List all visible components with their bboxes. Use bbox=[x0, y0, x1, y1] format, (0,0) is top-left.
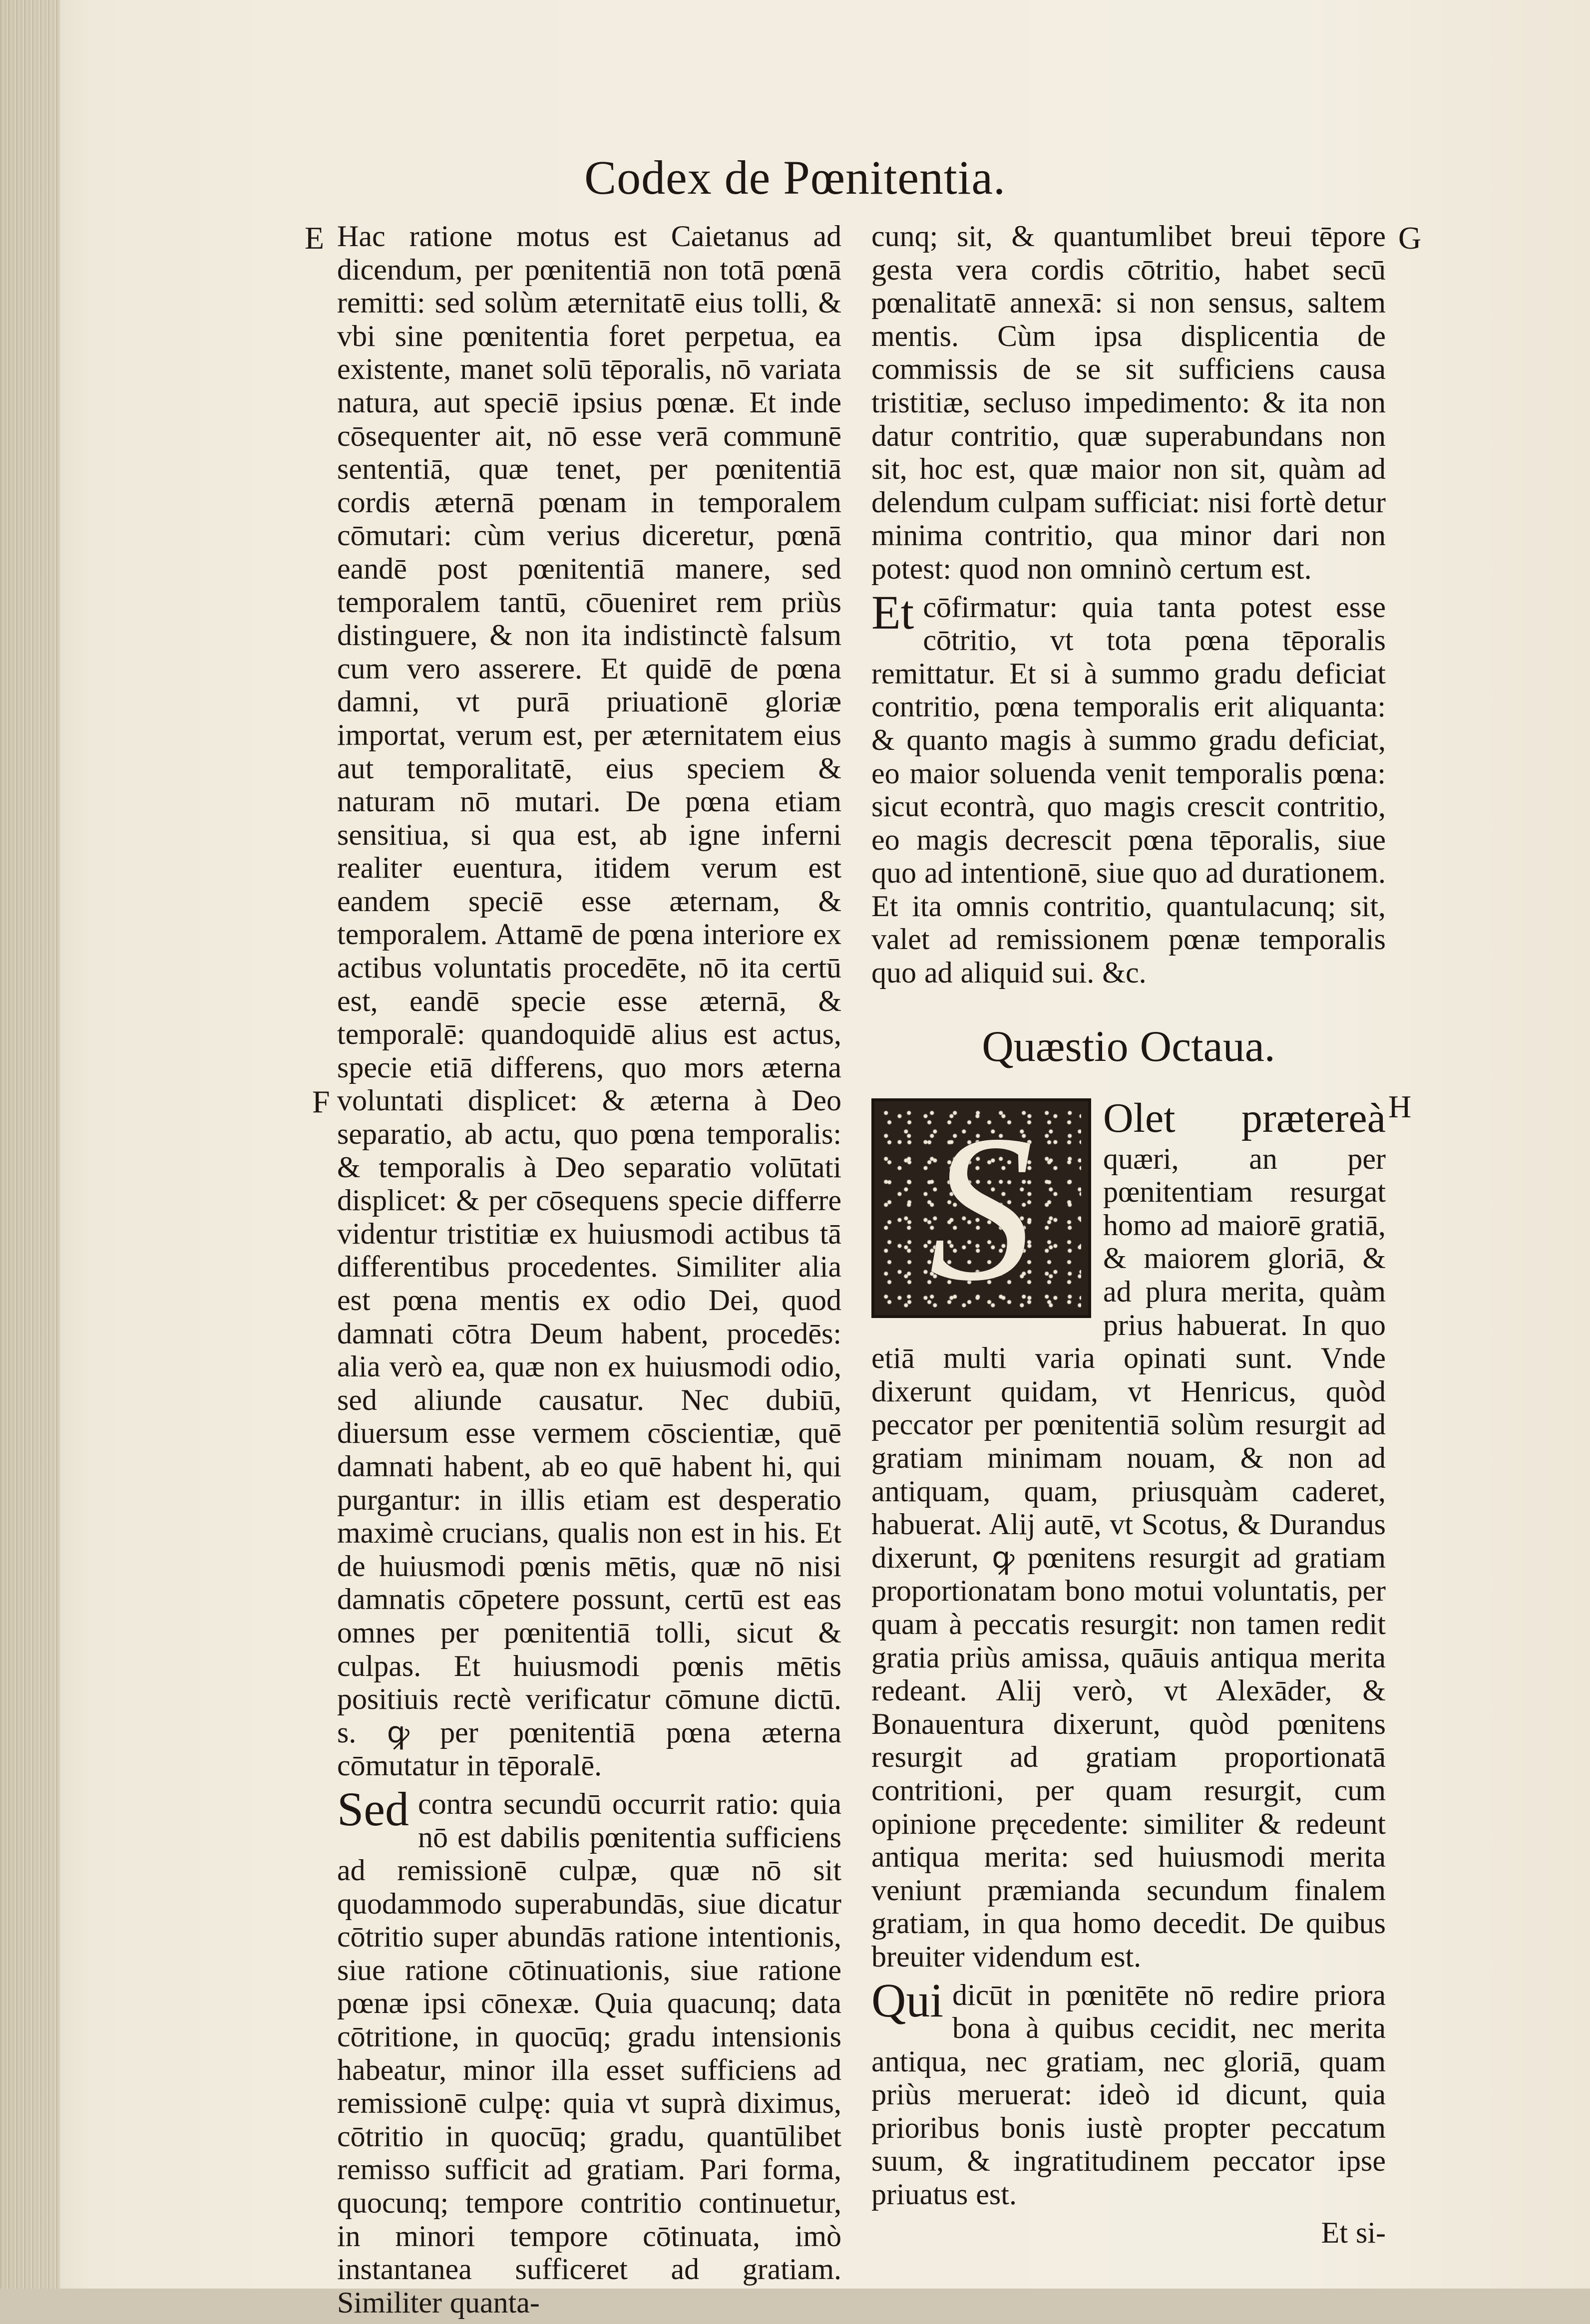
right-paragraph-2-text: cōfirmatur: quia tanta potest esse cōtritio, vt tota pœna tēporalis remittatur. Et si à summo gradu deficiat contritio, pœna temporalis erit aliquanta: & quanto magis à summo gradu deficiat, eo maior soluenda venit temporalis pœna: sicut econtrà, quo magis crescit contritio, eo magis decrescit pœna tēporalis, siue quo ad intentionē, siue quo ad durationem. Et ita omnis contritio, quantulacunq; sit, valet ad remissionem pœnæ temporalis quo ad aliquid sui. &c. bbox=[871, 590, 1386, 990]
right-paragraph-3 bbox=[871, 1091, 1386, 1974]
margin-letter-f: F bbox=[312, 1084, 330, 1119]
left-paragraph-2-text: contra secundū occurrit ratio: quia nō est dabilis pœnitentia sufficiens ad remissionē culpæ, quæ nō sit quodammodo superabundās, siue dicatur cōtritio super abundās ratione intentionis, siue ratione cōtinuationis, siue ratione pœnæ ipsi cōnexæ. Quia quacunq; data cōtritione, in quocūq; gradu intensionis habeatur, minor illa esset sufficiens ad remissionē culpę: quia vt suprà diximus, cōtritio in quocūq; gradu, quantūlibet remisso sufficit ad gratiam. Pari forma, quocunq; tempore contritio continuetur, in minori tempore cōtinuata, imò instantanea sufficeret ad gratiam. Similiter quanta- bbox=[337, 1787, 841, 2319]
left-paragraph-2 bbox=[337, 1782, 841, 2320]
right-paragraph-2-lead: Et bbox=[871, 585, 914, 639]
margin-letter-e: E bbox=[305, 220, 325, 256]
right-paragraph-4-lead: Qui bbox=[871, 1973, 943, 2027]
margin-letter-g: G bbox=[1398, 220, 1422, 256]
right-paragraph-3-text: quæri, an per pœnitentiam resurgat homo ad maiorē gratiā, & maiorem gloriā, & ad plura merita, quàm prius habuerat. In quo etiā multi varia opinati sunt. Vnde dixerunt quidam, vt Henricus, quòd peccator per pœnitentiā solùm resurgit ad gratiam minimam nouam, & non ad antiquam, quam, priusquàm caderet, habuerat. Alij autē, vt Scotus, & Durandus dixerunt, ꝙ pœnitens resurgit ad gratiam proportionatam bono motui voluntatis, per quam à peccatis resurgit: non tamen redit gratia priùs amissa, quāuis antiqua merita redeant. Alij verò, vt Alexāder, & Bonauentura dixerunt, quòd pœnitens resurgit ad gratiam proportionatā contritioni, per quam resurgit, cum opinione pręcedente: similiter & redeunt antiqua merita: sed huiusmodi merita veniunt præmianda secundum finalem gratiam, in qua homo decedit. De quibus breuiter videndum est. bbox=[871, 1142, 1386, 1973]
decorated-initial-letter: S bbox=[929, 1091, 1034, 1324]
book-spine-edge bbox=[0, 0, 60, 2289]
left-column bbox=[337, 220, 841, 2324]
page-title: Codex de Pœnitentia. bbox=[584, 151, 1006, 204]
catchword: Et si- bbox=[1321, 2216, 1386, 2249]
right-paragraph-1: cunq; sit, & quantumlibet breui tēpore gesta vera cordis cōtritio, habet secū pœnalitatē annexā: si non sensus, saltem mentis. Cùm ipsa displicentia de commissis de se sit sufficiens causa tristitiæ, secluso impedimento: & ita non datur contritio, quæ superabundans non sit, hoc est, quæ maior non sit, quàm ad delendum culpam sufficiat: nisi fortè detur minima contritio, qua minor dari non potest: quod non omninò certum est. bbox=[871, 220, 1386, 585]
left-paragraph-2-lead: Sed bbox=[337, 1782, 409, 1836]
margin-letter-h: H bbox=[1388, 1089, 1412, 1124]
right-paragraph-3-first: Olet prætereà bbox=[1103, 1094, 1386, 1141]
right-paragraph-4 bbox=[871, 1973, 1386, 2211]
decorated-initial bbox=[871, 1091, 1091, 1324]
section-title: Quæstio Octaua. bbox=[982, 1022, 1275, 1071]
right-column bbox=[871, 220, 1386, 2254]
right-paragraph-4-text: dicūt in pœnitēte nō redire priora bona à quibus cecidit, nec merita antiqua, nec gratiam, nec gloriā, quam priùs meruerat: ideò id dicunt, quia prioribus bonis iustè propter peccatum suum, & ingratitudinem peccator ipse priuatus est. bbox=[871, 1978, 1386, 2211]
right-paragraph-2 bbox=[871, 585, 1386, 990]
left-paragraph-1: Hac ratione motus est Caietanus ad dicendum, per pœnitentiā non totā pœnā remitti: sed solùm æternitatē eius tolli, & vbi sine pœnitentia foret perpetua, ea existente, manet solū tēporalis, nō variata natura, aut speciē ipsius pœnæ. Et inde cōsequenter ait, nō esse verā communē sententiā, quæ tenet, per pœnitentiā cordis æternā pœnam in temporalem cōmutari: cùm verius diceretur, pœnā eandē post pœnitentiā manere, sed temporalem tantū, cōueniret rem priùs distinguere, & non ita indistinctè falsum cum vero asserere. Et quidē de pœna damni, vt purā priuationē gloriæ importat, verum est, per æternitatem eius aut temporalitatē, eius speciem & naturam nō mutari. De pœna etiam sensitiua, si qua est, ab igne inferni realiter euentura, itidem verum est eandem speciē esse æternam, & temporalem. Attamē de pœna interiore ex actibus voluntatis procedēte, nō ita certū est, eandē specie esse æternā, & temporalē: quandoquidē alius est actus, specie etiā differens, quo mors æterna voluntati displicet: & æterna à Deo separatio, ab actu, quo pœna temporalis: & temporalis à Deo separatio volūtati displicet: & per cōsequens specie differre videntur tristitiæ ex huiusmodi actibus tā differentibus procedentes. Similiter alia est pœna mentis ex odio Dei, quod damnati cōtra Deum habent, procedēs: alia verò ea, quæ non ex huiusmodi odio, sed aliunde causatur. Nec dubiū, diuersum esse vermem cōscientiæ, quē damnati habent, ab eo quē habent hi, qui purgantur: in illis etiam est desperatio maximè crucians, qualis non est in his. Et de huiusmodi pœnis mētis, quæ nō nisi damnatis cōpetere possunt, certū est eas omnes per pœnitentiā tolli, sicut & culpas. Et huiusmodi pœnis mētis positiuis rectè verificatur cōmune dictū. s. ꝙ per pœnitentiā pœna æterna cōmutatur in tēporalē. bbox=[337, 220, 841, 1782]
